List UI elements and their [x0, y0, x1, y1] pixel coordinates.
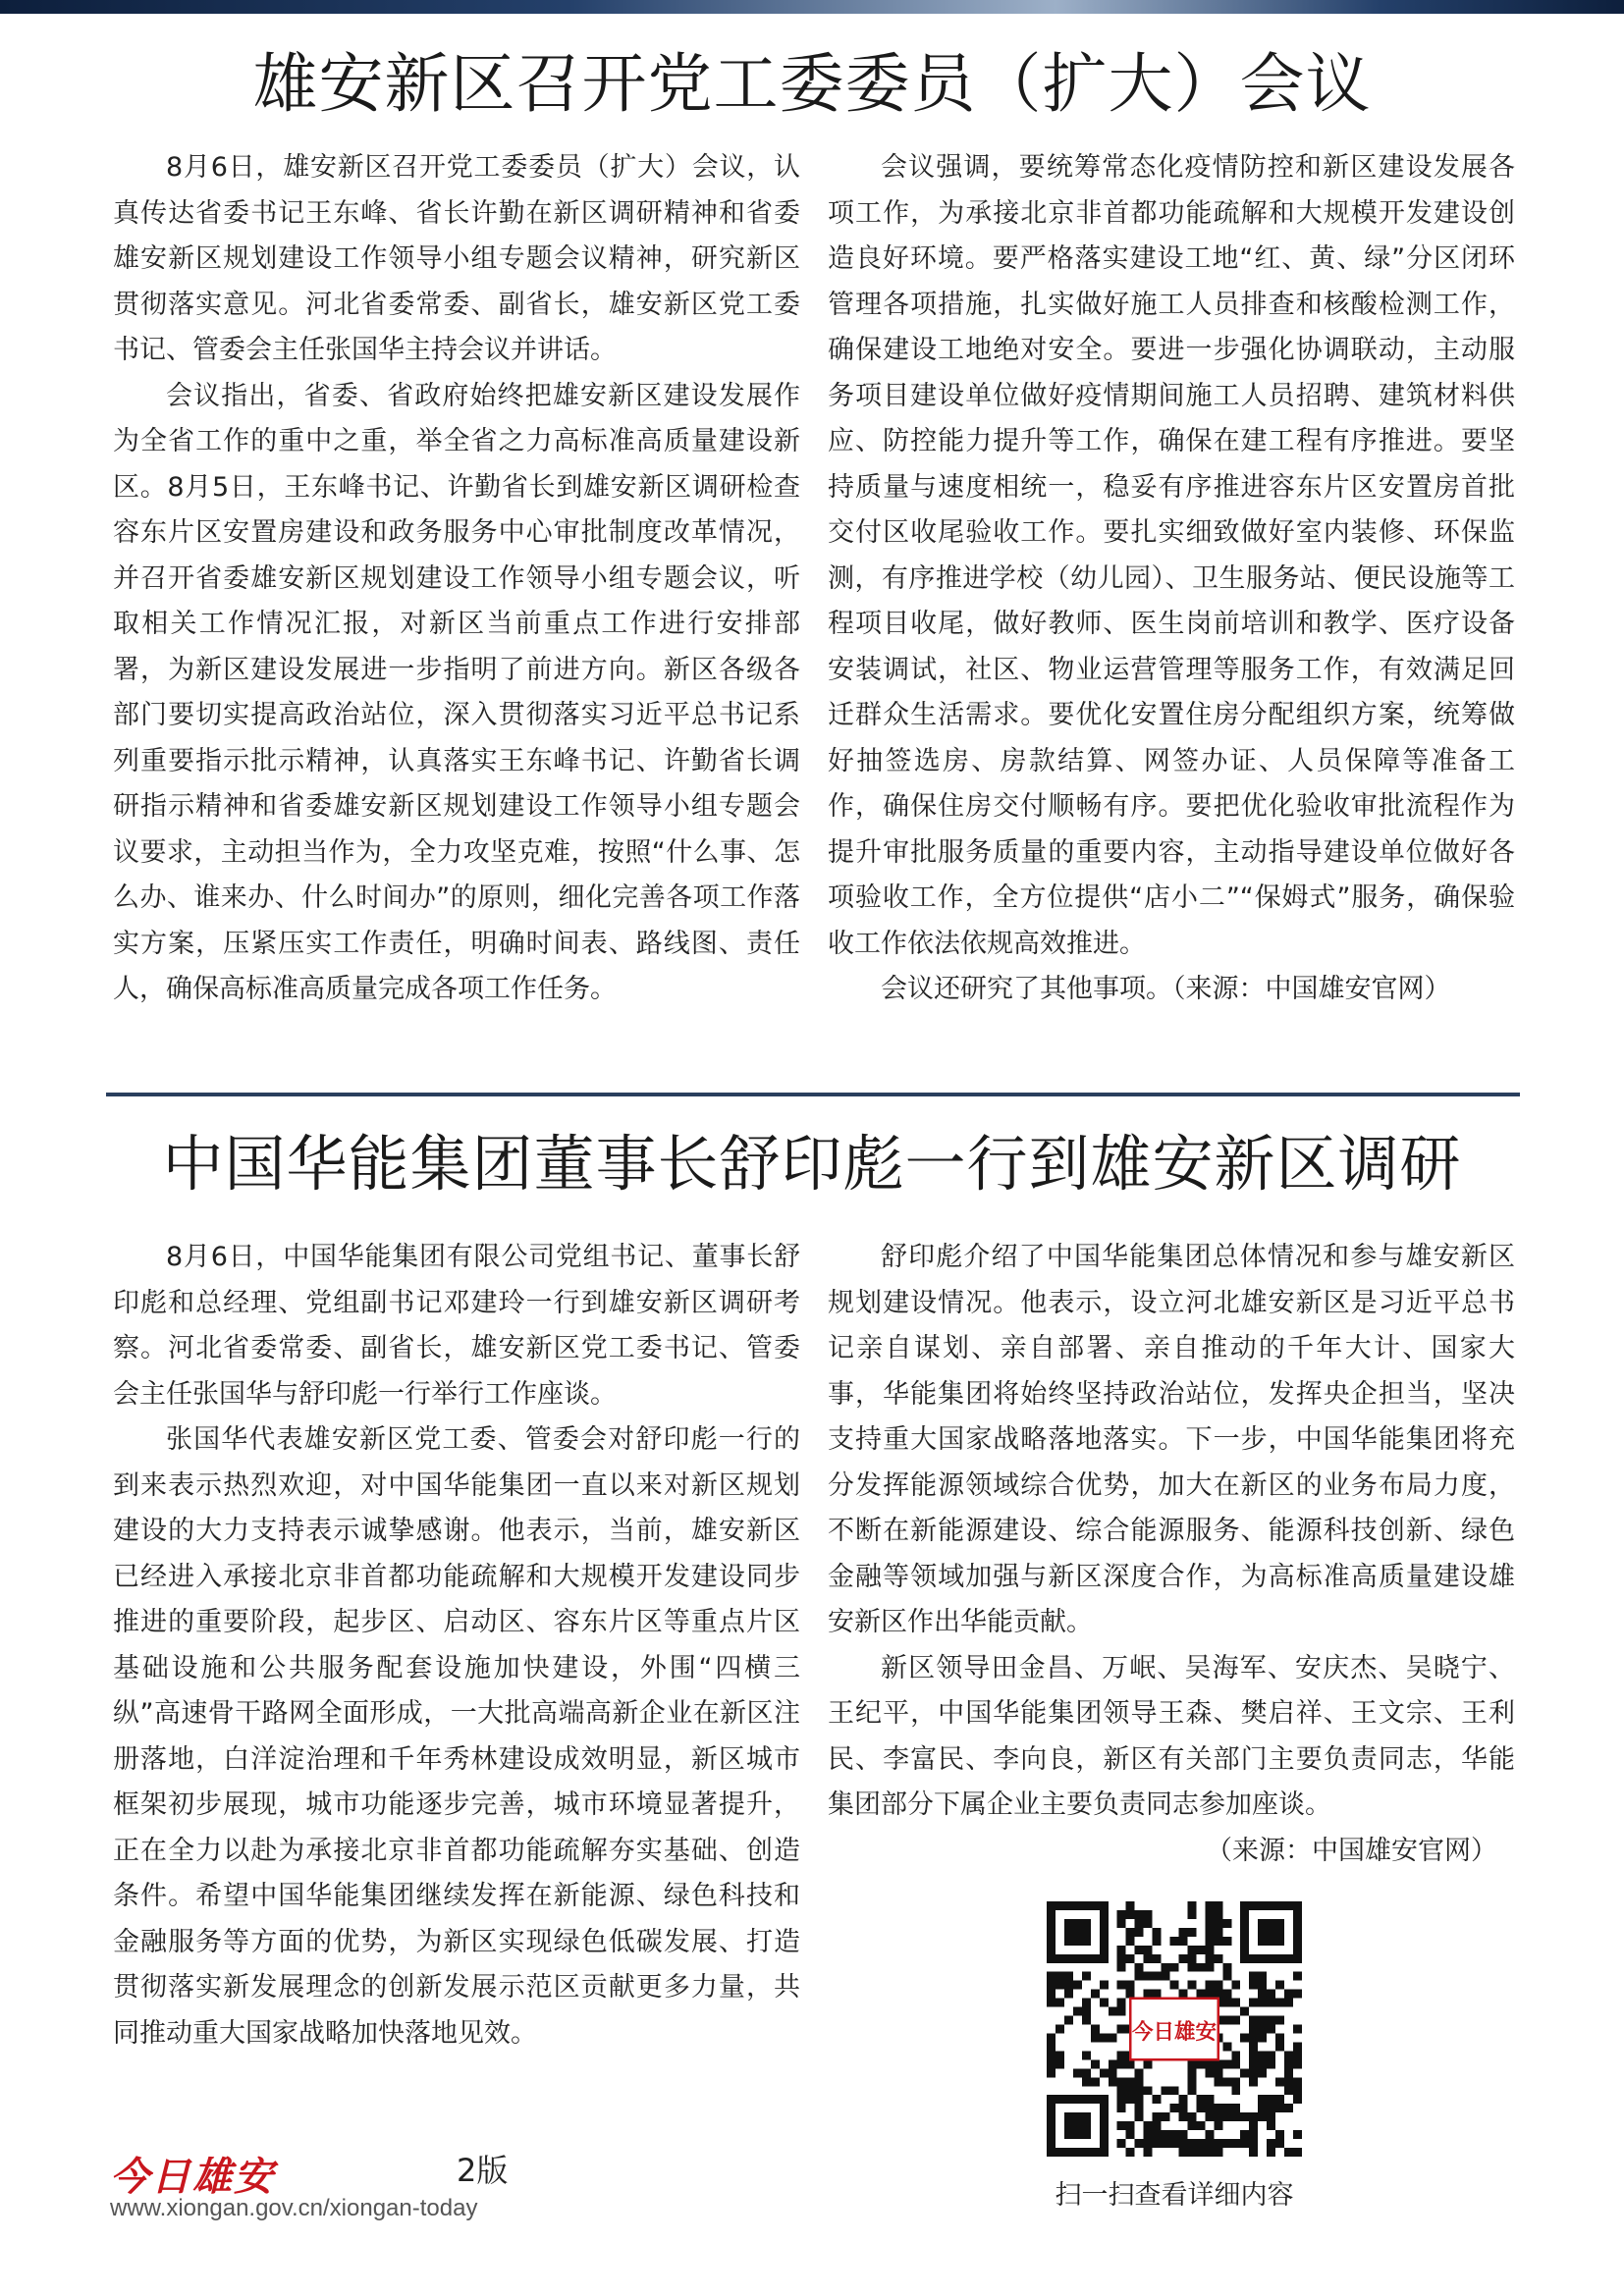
qr-logo-text: 今日雄安 [1131, 2019, 1218, 2045]
qr-code[interactable] [1047, 1901, 1302, 2157]
paragraph: 新区领导田金昌、万岷、吴海军、安庆杰、吴晓宁、王纪平，中国华能集团领导王森、樊启祥、王文宗、王利民、李富民、李向良，新区有关部门主要负责同志，华能集团部分下属企业主要负责同志参加座谈。 [828, 1652, 1515, 1820]
paragraph: 8月6日，中国华能集团有限公司党组书记、董事长舒印彪和总经理、党组副书记邓建玲一行到雄安新区调研考察。河北省委常委、副省长，雄安新区党工委书记、管委会主任张国华与舒印彪一行举行工作座谈。 [113, 1242, 800, 1410]
paragraph: 8月6日，雄安新区召开党工委委员（扩大）会议，认真传达省委书记王东峰、省长许勤在新区调研精神和省委雄安新区规划建设工作领导小组专题会议精神，研究新区贯彻落实意见。河北省委常委、副省长，雄安新区党工委书记、管委会主任张国华主持会议并讲话。 [113, 152, 800, 365]
article1-left-column [113, 145, 800, 1013]
masthead-logo: 今日雄安 [110, 2154, 275, 2200]
article2-left-column [113, 1235, 800, 2056]
qr-caption: 扫一扫查看详细内容 [1055, 2180, 1294, 2211]
top-banner-bar [0, 0, 1624, 14]
paragraph: 张国华代表雄安新区党工委、管委会对舒印彪一行的到来表示热烈欢迎，对中国华能集团一直以来对新区规划建设的大力支持表示诚挚感谢。他表示，当前，雄安新区已经进入承接北京非首都功能疏解和大规模开发建设同步推进的重要阶段，起步区、启动区、容东片区等重点片区基础设施和公共服务配套设施加快建设，外围“四横三纵”高速骨干路网全面形成，一大批高端高新企业在新区注册落地，白洋淀治理和千年秀林建设成效明显，新区城市框架初步展现，城市功能逐步完善，城市环境显著提升，正在全力以赴为承接北京非首都功能疏解夯实基础、创造条件。希望中国华能集团继续发挥在新能源、绿色科技和金融服务等方面的优势，为新区实现绿色低碳发展、打造贯彻落实新发展理念的创新发展示范区贡献更多力量，共同推动重大国家战略加快落地见效。 [113, 1424, 800, 2049]
article2-headline: 中国华能集团董事长舒印彪一行到雄安新区调研 [162, 1128, 1462, 1200]
edition-number: 2版 [457, 2152, 509, 2189]
paragraph: 会议指出，省委、省政府始终把雄安新区建设发展作为全省工作的重中之重，举全省之力高标准高质量建设新区。8月5日，王东峰书记、许勤省长到雄安新区调研检查容东片区安置房建设和政务服务中心审批制度改革情况，并召开省委雄安新区规划建设工作领导小组专题会议，听取相关工作情况汇报，对新区当前重点工作进行安排部署，为新区建设发展进一步指明了前进方向。新区各级各部门要切实提高政治站位，深入贯彻落实习近平总书记系列重要指示批示精神，认真落实王东峰书记、许勤省长调研指示精神和省委雄安新区规划建设工作领导小组专题会议要求，主动担当作为，全力攻坚克难，按照“什么事、怎么办、谁来办、什么时间办”的原则，细化完善各项工作落实方案，压紧压实工作责任，明确时间表、路线图、责任人，确保高标准高质量完成各项工作任务。 [113, 380, 800, 1004]
source-note: 会议还研究了其他事项。（来源：中国雄安官网） [881, 974, 1451, 1004]
paragraph: 舒印彪介绍了中国华能集团总体情况和参与雄安新区规划建设情况。他表示，设立河北雄安新区是习近平总书记亲自谋划、亲自部署、亲自推动的千年大计、国家大事，华能集团将始终坚持政治站位，发挥央企担当，坚决支持重大国家战略落地落实。下一步，中国华能集团将充分发挥能源领域综合优势，加大在新区的业务布局力度，不断在新能源建设、综合能源服务、能源科技创新、绿色金融等领域加强与新区深度合作，为高标准高质量建设雄安新区作出华能贡献。 [828, 1242, 1515, 1637]
article2-right-column [828, 1235, 1515, 1874]
source-note: （来源：中国雄安官网） [1206, 1835, 1497, 1866]
paragraph: 会议强调，要统筹常态化疫情防控和新区建设发展各项工作，为承接北京非首都功能疏解和大规模开发建设创造良好环境。要严格落实建设工地“红、黄、绿”分区闭环管理各项措施，扎实做好施工人员排查和核酸检测工作，确保建设工地绝对安全。要进一步强化协调联动，主动服务项目建设单位做好疫情期间施工人员招聘、建筑材料供应、防控能力提升等工作，确保在建工程有序推进。要坚持质量与速度相统一，稳妥有序推进容东片区安置房首批交付区收尾验收工作。要扎实细致做好室内装修、环保监测，有序推进学校（幼儿园）、卫生服务站、便民设施等工程项目收尾，做好教师、医生岗前培训和教学、医疗设备安装调试，社区、物业运营管理等服务工作，有效满足回迁群众生活需求。要优化安置住房分配组织方案，统筹做好抽签选房、房款结算、网签办证、人员保障等准备工作，确保住房交付顺畅有序。要把优化验收审批流程作为提升审批服务质量的重要内容，主动指导建设单位做好各项验收工作，全方位提供“店小二”“保姆式”服务，确保验收工作依法依规高效推进。 [828, 152, 1515, 959]
article1-headline: 雄安新区召开党工委委员（扩大）会议 [252, 46, 1372, 122]
article1-right-column [828, 145, 1515, 1013]
site-url[interactable]: www.xiongan.gov.cn/xiongan-today [110, 2195, 478, 2221]
article-divider [106, 1093, 1520, 1096]
